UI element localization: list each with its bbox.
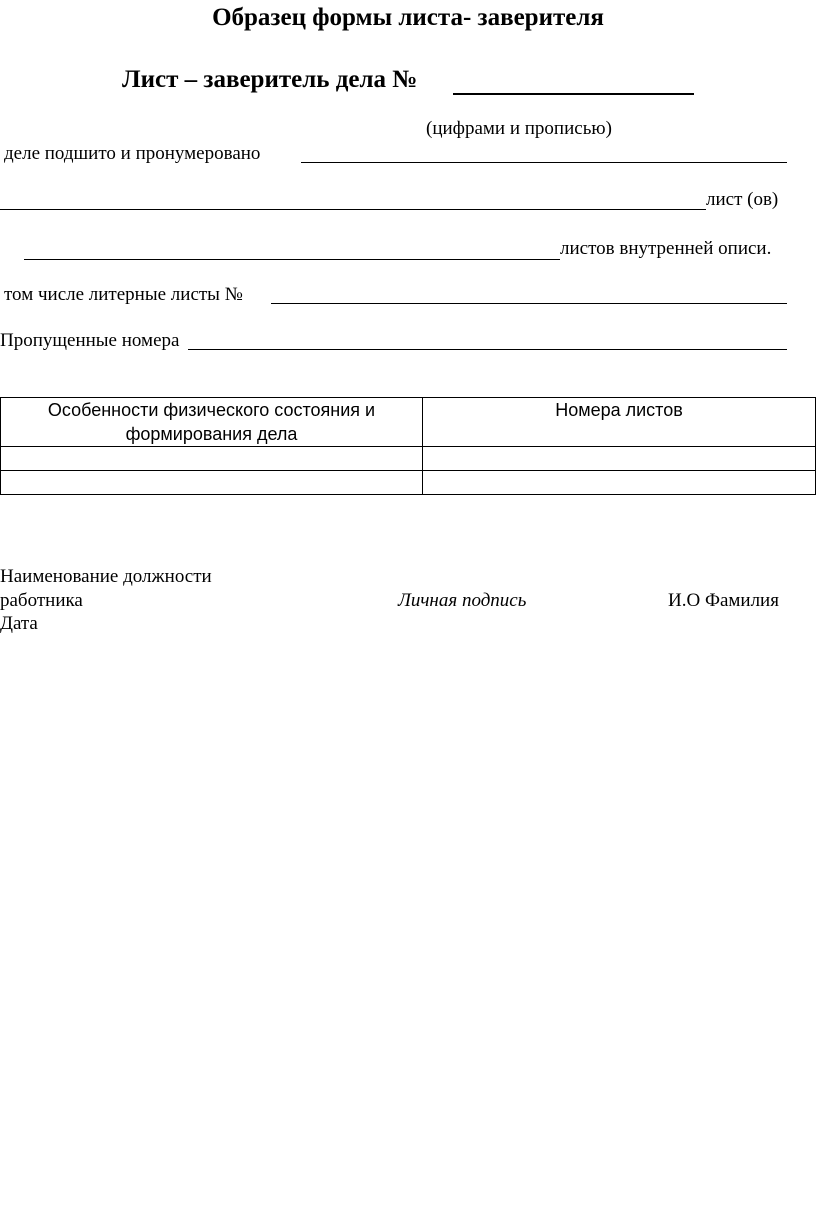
features-column-header: Особенности физического состояния и формирования дела <box>1 398 423 447</box>
table-cell[interactable] <box>423 447 816 471</box>
document-title: Образец формы листа- заверителя <box>212 4 604 31</box>
letter-sheets-blank[interactable] <box>271 303 787 304</box>
table-row <box>1 471 816 495</box>
table-cell[interactable] <box>1 471 423 495</box>
missing-numbers-label: Пропущенные номера <box>0 330 180 351</box>
case-features-table <box>0 397 816 495</box>
case-sheet-heading: Лист – заверитель дела № <box>122 66 418 93</box>
table-header-row <box>1 398 816 447</box>
missing-numbers-blank[interactable] <box>188 349 787 350</box>
table-row <box>1 447 816 471</box>
sheets-suffix: лист (ов) <box>706 189 779 210</box>
letter-sheets-label: том числе литерные листы № <box>4 284 243 305</box>
sheets-count-blank[interactable] <box>0 209 706 210</box>
digits-and-words-hint: (цифрами и прописью) <box>426 118 612 139</box>
table-cell[interactable] <box>423 471 816 495</box>
position-title-line1: Наименование должности <box>0 566 212 587</box>
sewn-numbered-blank[interactable] <box>301 162 787 163</box>
sheet-numbers-column-header: Номера листов <box>423 398 816 447</box>
date-label: Дата <box>0 613 38 634</box>
inner-inventory-blank[interactable] <box>24 259 560 260</box>
position-title-line2: работника <box>0 590 83 611</box>
personal-signature-label: Личная подпись <box>398 590 527 611</box>
inner-inventory-suffix: листов внутренней описи. <box>560 238 772 259</box>
table-cell[interactable] <box>1 447 423 471</box>
case-number-blank[interactable] <box>453 93 694 95</box>
sewn-numbered-label: деле подшито и пронумеровано <box>4 143 261 164</box>
full-name-label: И.О Фамилия <box>668 590 779 611</box>
